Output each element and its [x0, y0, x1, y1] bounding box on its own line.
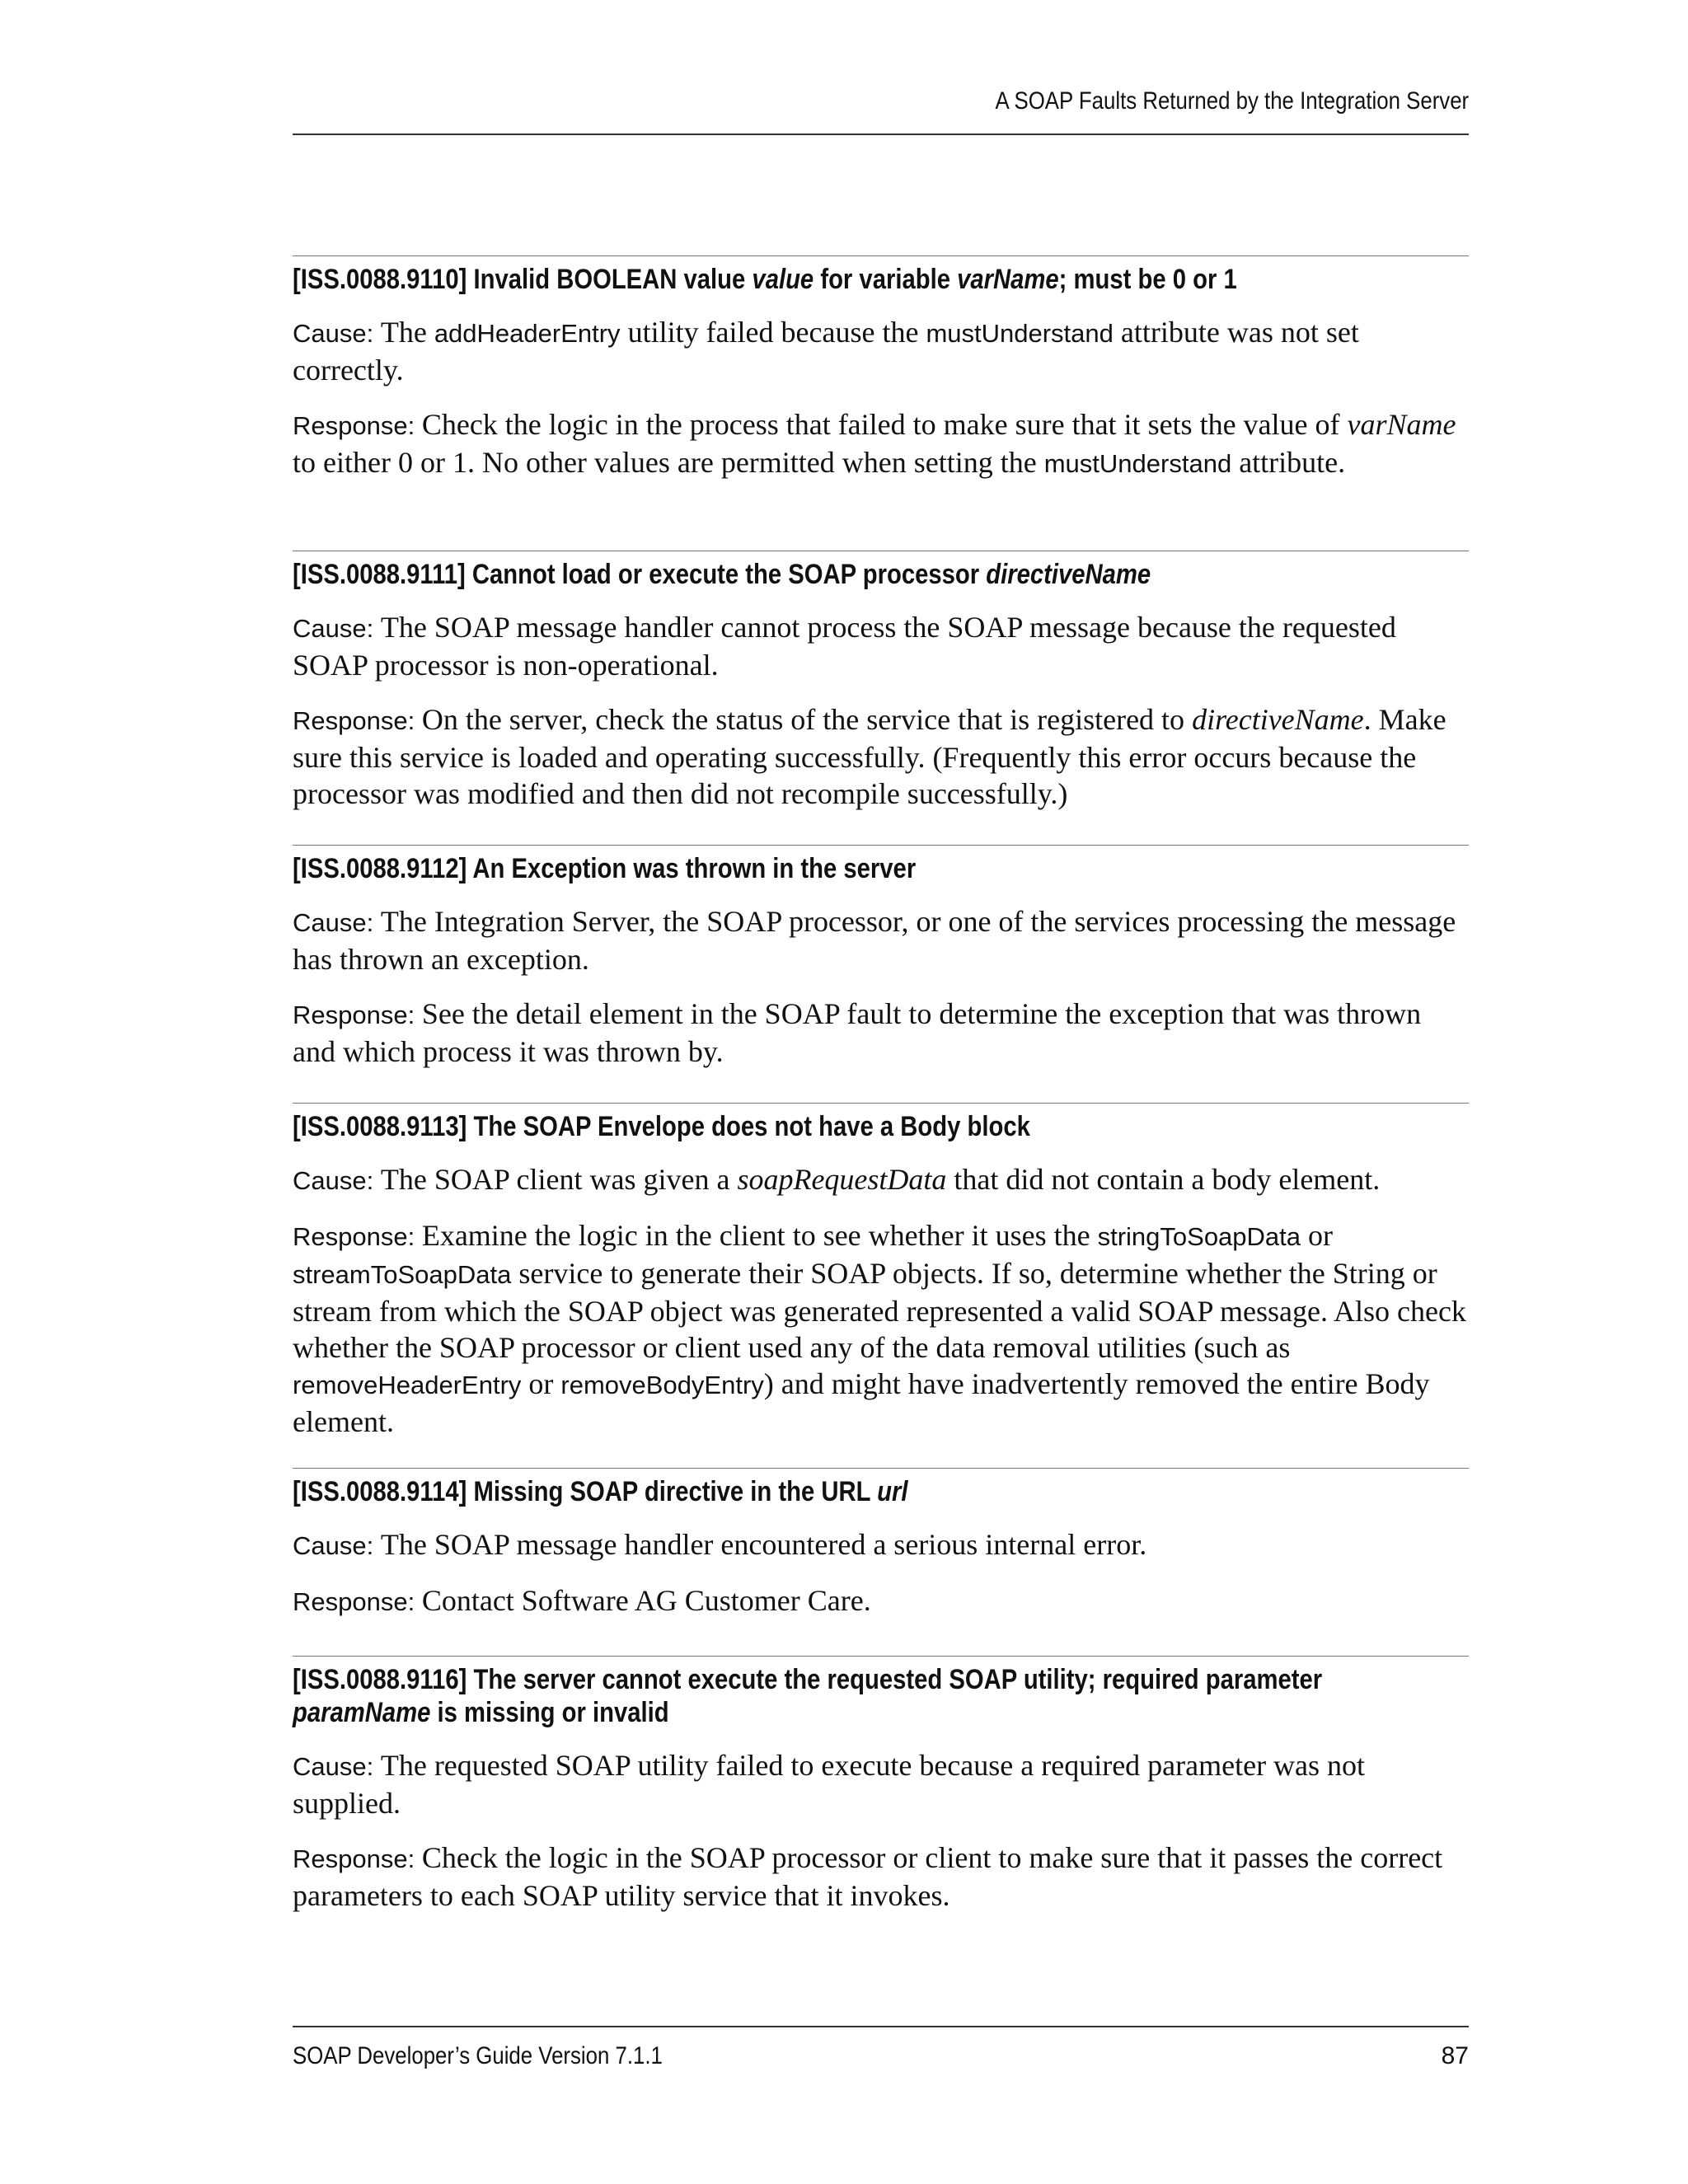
running-title: A SOAP Faults Returned by the Integration Server [995, 87, 1469, 115]
response-paragraph: Response: Check the logic in the process that failed to make sure that it sets the value of varName to either 0 or 1. No other values are permitted when setting the mustUnderstand attribute. [293, 408, 1456, 479]
error-title: [ISS.0088.9116] The server cannot execute the requested SOAP utility; required parameter paramName is missing or invalid [293, 1664, 1323, 1728]
error-entry-9116 [293, 1656, 1469, 1932]
response-paragraph: Response: Examine the logic in the client to see whether it uses the stringToSoapData or streamToSoapData service to generate their SOAP objects. If so, determine whether the String or stream from which the SOAP object was generated represented a valid SOAP message. Also check whether the SOAP processor or client used any of the data removal utilities (such as removeHeaderEntry or removeBodyEntry) and might have inadvertently removed the entire Body element. [293, 1219, 1466, 1438]
page-number: 87 [1441, 2042, 1469, 2069]
error-entry-9111 [293, 551, 1469, 830]
error-entry-9114 [293, 1468, 1469, 1638]
error-title: [ISS.0088.9113] The SOAP Envelope does not have a Body block [293, 1111, 1030, 1142]
error-entry-9110 [293, 255, 1469, 500]
cause-paragraph: Cause: The SOAP client was given a soapRequestData that did not contain a body element. [293, 1163, 1381, 1196]
error-title: [ISS.0088.9112] An Exception was thrown in the server [293, 853, 917, 884]
error-title: [ISS.0088.9111] Cannot load or execute the SOAP processor directiveName [293, 559, 1151, 590]
page-footer [293, 2026, 1469, 2077]
response-paragraph: Response: Contact Software AG Customer Care. [293, 1584, 871, 1617]
error-title: [ISS.0088.9114] Missing SOAP directive in the URL url [293, 1476, 908, 1507]
cause-paragraph: Cause: The requested SOAP utility failed to execute because a required parameter was not supplied. [293, 1749, 1366, 1820]
page-header [293, 82, 1469, 135]
cause-paragraph: Cause: The addHeaderEntry utility failed because the mustUnderstand attribute was not set correctly. [293, 316, 1359, 387]
error-entry-9113 [293, 1103, 1469, 1458]
guide-title: SOAP Developer’s Guide Version 7.1.1 [293, 2042, 663, 2069]
response-paragraph: Response: Check the logic in the SOAP processor or client to make sure that it passes the correct parameters to each SOAP utility service that it invokes. [293, 1841, 1443, 1912]
cause-paragraph: Cause: The SOAP message handler cannot process the SOAP message because the requested SOAP processor is non-operational. [293, 611, 1396, 682]
error-title: [ISS.0088.9110] Invalid BOOLEAN value value for variable varName; must be 0 or 1 [293, 264, 1237, 295]
response-paragraph: Response: On the server, check the status of the service that is registered to directiveName. Make sure this service is loaded and operating successfully. (Frequently this error occurs because the processor was modified and then did not recompile successfully.) [293, 703, 1447, 810]
cause-paragraph: Cause: The Integration Server, the SOAP processor, or one of the services processing the message has thrown an exception. [293, 905, 1456, 976]
response-paragraph: Response: See the detail element in the SOAP fault to determine the exception that was thrown and which process it was thrown by. [293, 997, 1422, 1068]
error-entry-9112 [293, 845, 1469, 1088]
cause-paragraph: Cause: The SOAP message handler encountered a serious internal error. [293, 1528, 1147, 1561]
